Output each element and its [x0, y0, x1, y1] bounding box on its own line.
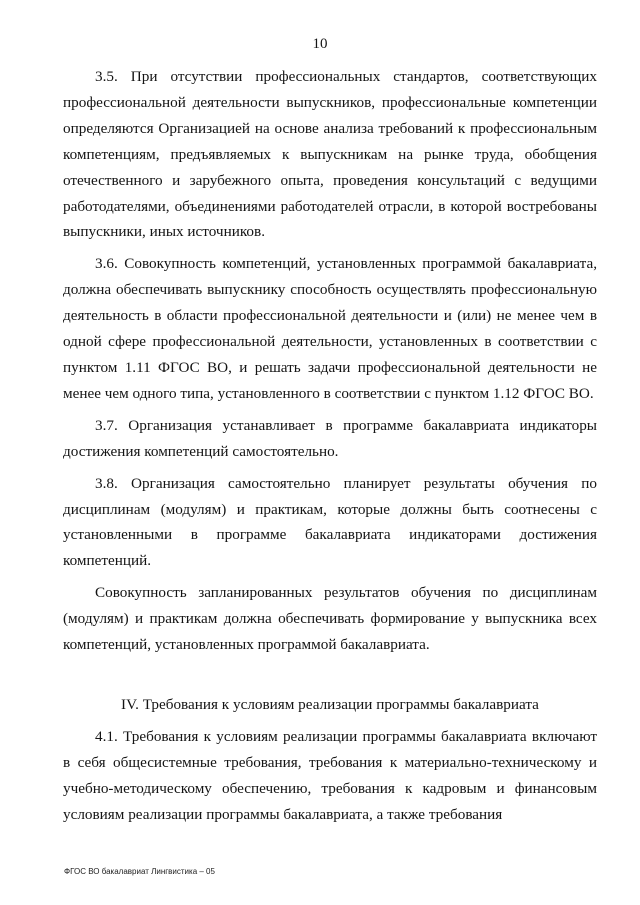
- paragraph-3-5: 3.5. При отсутствии профессиональных стандартов, соответствующих профессиональной деятельности выпускников, профессиональные компетенции определяются Организацией на основе анализа требований к профессиональным компетенциям, предъявляемых к выпускникам на рынке труда, обобщения отечественного и зарубежного опыта, проведения консультаций с ведущими работодателями, объединениями работодателей отрасли, в которой востребованы выпускники, иных источников.: [63, 68, 597, 241]
- section-heading: IV. Требования к условиям реализации программы бакалавриата: [121, 695, 539, 713]
- paragraph-3-8: 3.8. Организация самостоятельно планирует результаты обучения по дисциплинам (модулям) и практикам, которые должны быть соотнесены с установленными в программе бакалавриата индикаторами достижения компетенций.: [63, 474, 597, 570]
- page-footer: ФГОС ВО бакалавриат Лингвистика – 05: [64, 867, 215, 876]
- paragraph-learning-outcomes: Совокупность запланированных результатов обучения по дисциплинам (модулям) и практикам должна обеспечивать формирование у выпускника всех компетенций, установленных программой бакалавриата.: [63, 584, 597, 654]
- paragraph-4-1: 4.1. Требования к условиям реализации программы бакалавриата включают в себя общесистемные требования, требования к материально-техническому и учебно-методическому обеспечению, требования к кадровым и финансовым условиям реализации программы бакалавриата, а также требования: [63, 727, 597, 823]
- document-body: [63, 64, 597, 833]
- page-number: 10: [312, 36, 328, 52]
- paragraph-3-7: 3.7. Организация устанавливает в программе бакалавриата индикаторы достижения компетенций самостоятельно.: [63, 416, 597, 460]
- paragraph-3-6: 3.6. Совокупность компетенций, установленных программой бакалавриата, должна обеспечивать выпускнику способность осуществлять профессиональную деятельность в области профессиональной деятельности и (или) не менее чем в одной сфере профессиональной деятельности, установленных в соответствии с пунктом 1.11 ФГОС ВО, и решать задачи профессиональной деятельности не менее чем одного типа, установленного в соответствии с пунктом 1.12 ФГОС ВО.: [63, 255, 597, 402]
